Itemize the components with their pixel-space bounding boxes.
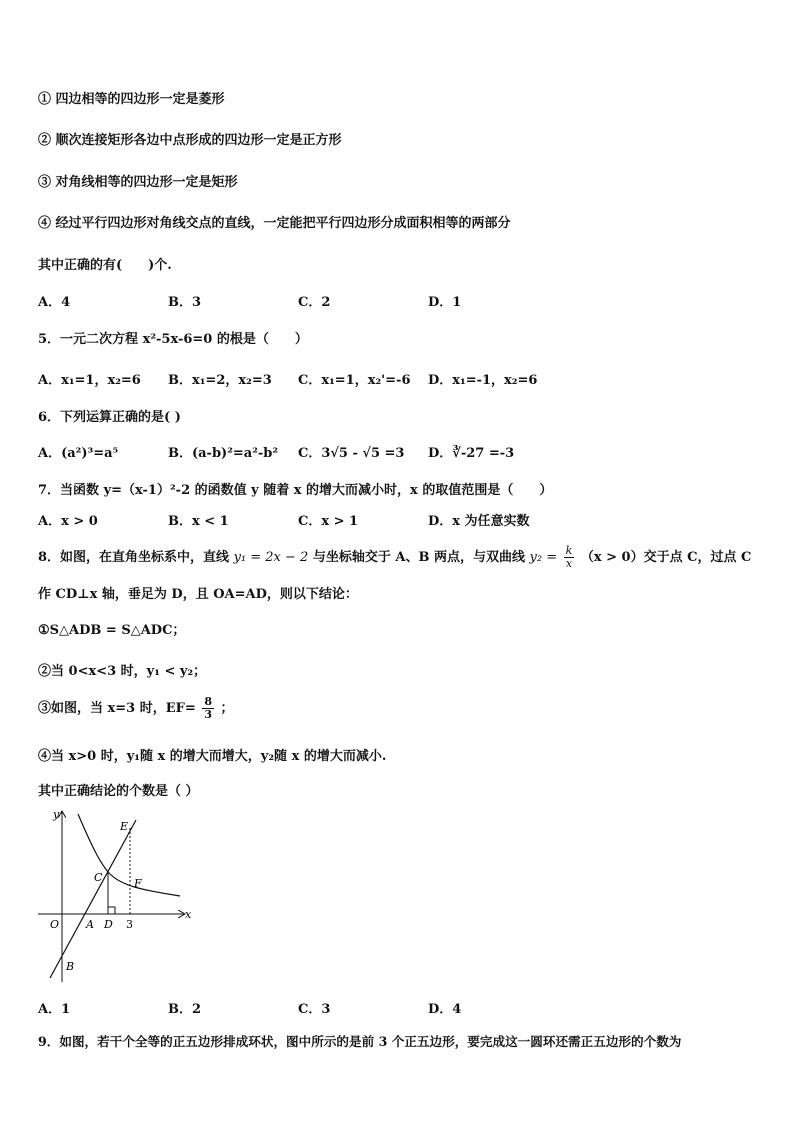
- option-d: D．x 为任意实数: [428, 514, 530, 529]
- statement-2: ② 顺次连接矩形各边中点形成的四边形一定是正方形: [38, 133, 342, 148]
- q8-stem-part-a: 8．如图，在直角坐标系中，直线: [38, 550, 230, 565]
- q8-stem: [38, 545, 751, 570]
- curve-fraction: [564, 545, 575, 570]
- q7-options: [38, 510, 558, 529]
- option-c: C．3√5 - √5 =3: [298, 446, 405, 461]
- ef-fraction: [202, 696, 214, 721]
- option-c: C．x₁=1，x₂'=-6: [298, 373, 411, 388]
- statement-1: ① 四边相等的四边形一定是菱形: [38, 92, 225, 107]
- option-a: A．4: [38, 295, 71, 310]
- curve-y2: y₂ =: [529, 550, 558, 565]
- q4-ask: 其中正确的有( )个.: [38, 258, 172, 273]
- option-a: A．x₁=1，x₂=6: [38, 373, 141, 388]
- q5-stem: 5．一元二次方程 x²-5x-6=0 的根是（ ）: [38, 332, 308, 347]
- option-d: D．1: [428, 295, 462, 310]
- option-a: A．x > 0: [38, 514, 98, 529]
- label-a: A: [86, 918, 94, 931]
- statement-3: ③ 对角线相等的四边形一定是矩形: [38, 175, 238, 190]
- option-c: C．2: [298, 295, 331, 310]
- option-d: D．4: [428, 1002, 462, 1017]
- label-b: B: [66, 960, 75, 973]
- q6-stem: 6．下列运算正确的是( ): [38, 410, 181, 425]
- option-c: C．3: [298, 1002, 331, 1017]
- right-angle-mark: [108, 907, 115, 914]
- q8-conclusion-2: ②当 0<x<3 时，y₁ < y₂；: [38, 664, 207, 679]
- option-b: B．3: [168, 295, 202, 310]
- line-y1: [50, 820, 136, 978]
- option-b: B．x₁=2，x₂=3: [168, 373, 272, 388]
- label-y: y: [53, 808, 60, 821]
- label-d: D: [104, 918, 113, 931]
- q7-stem: 7．当函数 y=（x-1）²-2 的函数值 y 随着 x 的增大而减小时，x 的取值范围是（ ）: [38, 483, 553, 498]
- q8-stem-part-b: 与坐标轴交于 A、B 两点，与双曲线: [312, 550, 525, 565]
- ef-denominator: 3: [204, 708, 212, 721]
- option-b: B．(a-b)²=a²-b²: [168, 446, 279, 461]
- option-a: A．(a²)³=a⁵: [38, 446, 119, 461]
- q4-options: [38, 291, 558, 310]
- ef-numerator: 8: [204, 695, 212, 708]
- q6-options: [38, 442, 558, 461]
- option-d: D．x₁=-1，x₂=6: [428, 373, 538, 388]
- label-e: E: [120, 820, 129, 833]
- q5-options: [38, 369, 558, 388]
- q8-c3-end: ；: [220, 701, 234, 716]
- q8-stem-line2: 作 CD⊥x 轴，垂足为 D，且 OA=AD，则以下结论：: [38, 587, 358, 602]
- option-c: C．x > 1: [298, 514, 359, 529]
- q9-stem: 9．如图，若干个全等的正五边形排成环状，图中所示的是前 3 个正五边形，要完成这一圆环还需正五边形的个数为: [38, 1034, 682, 1049]
- label-f: F: [134, 877, 142, 890]
- q8-figure: [38, 806, 198, 984]
- line-equation: y₁ = 2x − 2: [233, 550, 309, 565]
- q8-options: [38, 998, 558, 1017]
- curve-numerator: k: [565, 544, 573, 557]
- label-c: C: [94, 871, 103, 884]
- q8-stem-part-c: （x > 0）交于点 C，过点 C: [580, 550, 752, 565]
- label-3: 3: [126, 918, 133, 931]
- option-b: B．x < 1: [168, 514, 229, 529]
- curve-denominator: x: [565, 557, 573, 570]
- q8-conclusion-3: [38, 696, 234, 721]
- option-a: A．1: [38, 1002, 71, 1017]
- label-o: O: [50, 918, 60, 931]
- option-d: D．∛-27 =-3: [428, 446, 515, 461]
- q8-c3-text: ③如图，当 x=3 时，EF=: [38, 701, 196, 716]
- label-x: x: [185, 908, 192, 921]
- statement-4: ④ 经过平行四边形对角线交点的直线，一定能把平行四边形分成面积相等的两部分: [38, 216, 511, 231]
- q8-conclusion-1: ①S△ADB = S△ADC；: [38, 623, 186, 638]
- q8-conclusion-4: ④当 x>0 时，y₁随 x 的增大而增大，y₂随 x 的增大而减小.: [38, 749, 387, 764]
- q8-ask: 其中正确结论的个数是（ ）: [38, 784, 199, 799]
- option-b: B．2: [168, 1002, 202, 1017]
